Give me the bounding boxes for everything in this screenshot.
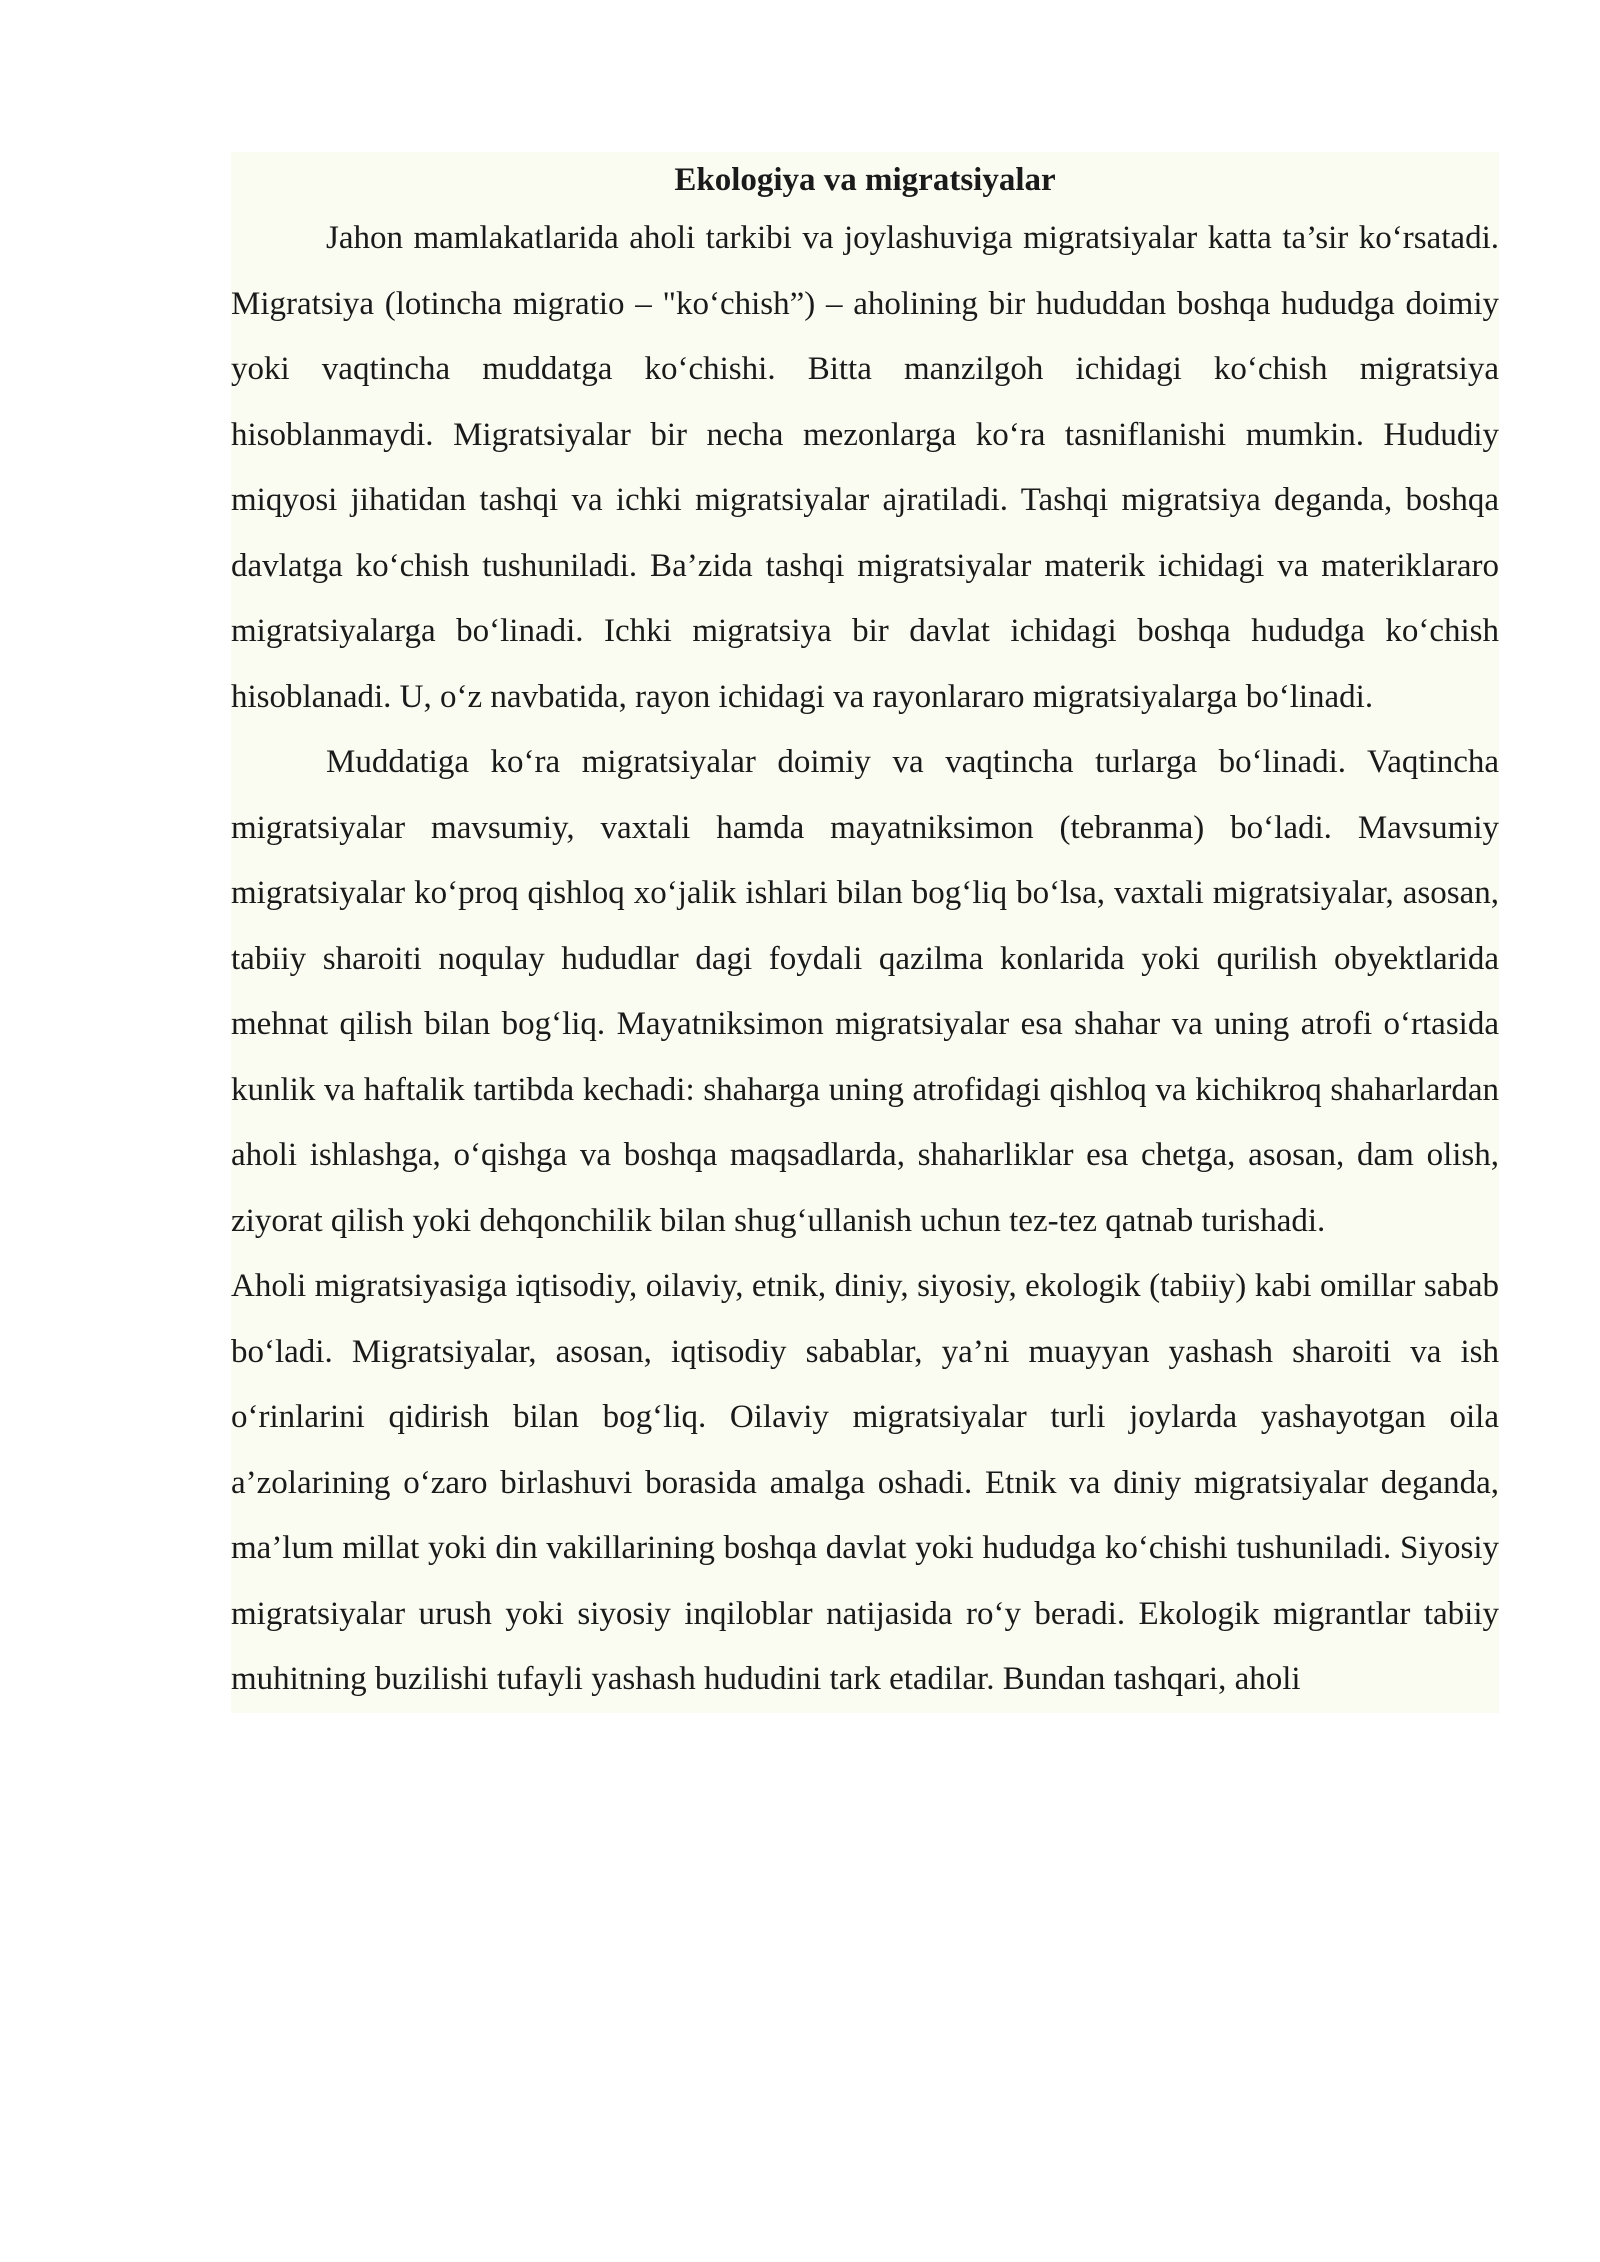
paragraph-migration-causes: Aholi migratsiyasiga iqtisodiy, oilaviy, etnik, diniy, siyosiy, ekologik (tabiiy) kabi omillar sabab bo‘ladi. Migratsiyalar, asosan, iqtisodiy sabablar, ya’ni muayyan yashash sharoiti va ish o‘rinlarini qidirish bilan bog‘liq. Oilaviy migratsiyalar turli joylarda yashayotgan oila a’zolarining o‘zaro birlashuvi borasida amalga oshadi. Etnik va diniy migratsiyalar deganda, ma’lum millat yoki din vakillarining boshqa davlat yoki hududga ko‘chishi tushuniladi. Siyosiy migratsiyalar urush yoki siyosiy inqiloblar natijasida ro‘y beradi. Ekologik migrantlar tabiiy muhitning buzilishi tufayli yashash hududini tark etadilar. Bundan tashqari, aholi bbox=[231, 1268, 1499, 1697]
document-title: Ekologiya va migratsiyalar bbox=[674, 162, 1056, 198]
paragraph-migration-duration: Muddatiga ko‘ra migratsiyalar doimiy va vaqtincha turlarga bo‘linadi. Vaqtincha migratsiyalar mavsumiy, vaxtali hamda mayatniksimon (tebranma) bo‘ladi. Mavsumiy migratsiyalar ko‘proq qishloq xo‘jalik ishlari bilan bog‘liq bo‘lsa, vaxtali migratsiyalar, asosan, tabiiy sharoiti noqulay hududlar dagi foydali qazilma konlarida yoki qurilish obyektlarida mehnat qilish bilan bog‘liq. Mayatniksimon migratsiyalar esa shahar va uning atrofi o‘rtasida kunlik va haftalik tartibda kechadi: shaharga uning atrofidagi qishloq va kichikroq shaharlardan aholi ishlashga, o‘qishga va boshqa maqsadlarda, shaharliklar esa chetga, asosan, dam olish, ziyorat qilish yoki dehqonchilik bilan shug‘ullanish uchun tez-tez qatnab turishadi. bbox=[231, 744, 1499, 1239]
document-body bbox=[231, 152, 1499, 1713]
paragraph-migration-definition: Jahon mamlakatlarida aholi tarkibi va joylashuviga migratsiyalar katta ta’sir ko‘rsatadi. Migratsiya (lotincha migratio – "ko‘chish”) – aholining bir hududdan boshqa hududga doimiy yoki vaqtincha muddatga ko‘chishi. Bitta manzilgoh ichidagi ko‘chish migratsiya hisoblanmaydi. Migratsiyalar bir necha mezonlarga ko‘ra tasniflanishi mumkin. Hududiy miqyosi jihatidan tashqi va ichki migratsiyalar ajratiladi. Tashqi migratsiya deganda, boshqa davlatga ko‘chish tushuniladi. Ba’zida tashqi migratsiyalar materik ichidagi va materiklararo migratsiyalarga bo‘linadi. Ichki migratsiya bir davlat ichidagi boshqa hududga ko‘chish hisoblanadi. U, o‘z navbatida, rayon ichidagi va rayonlararo migratsiyalarga bo‘linadi. bbox=[231, 220, 1499, 715]
